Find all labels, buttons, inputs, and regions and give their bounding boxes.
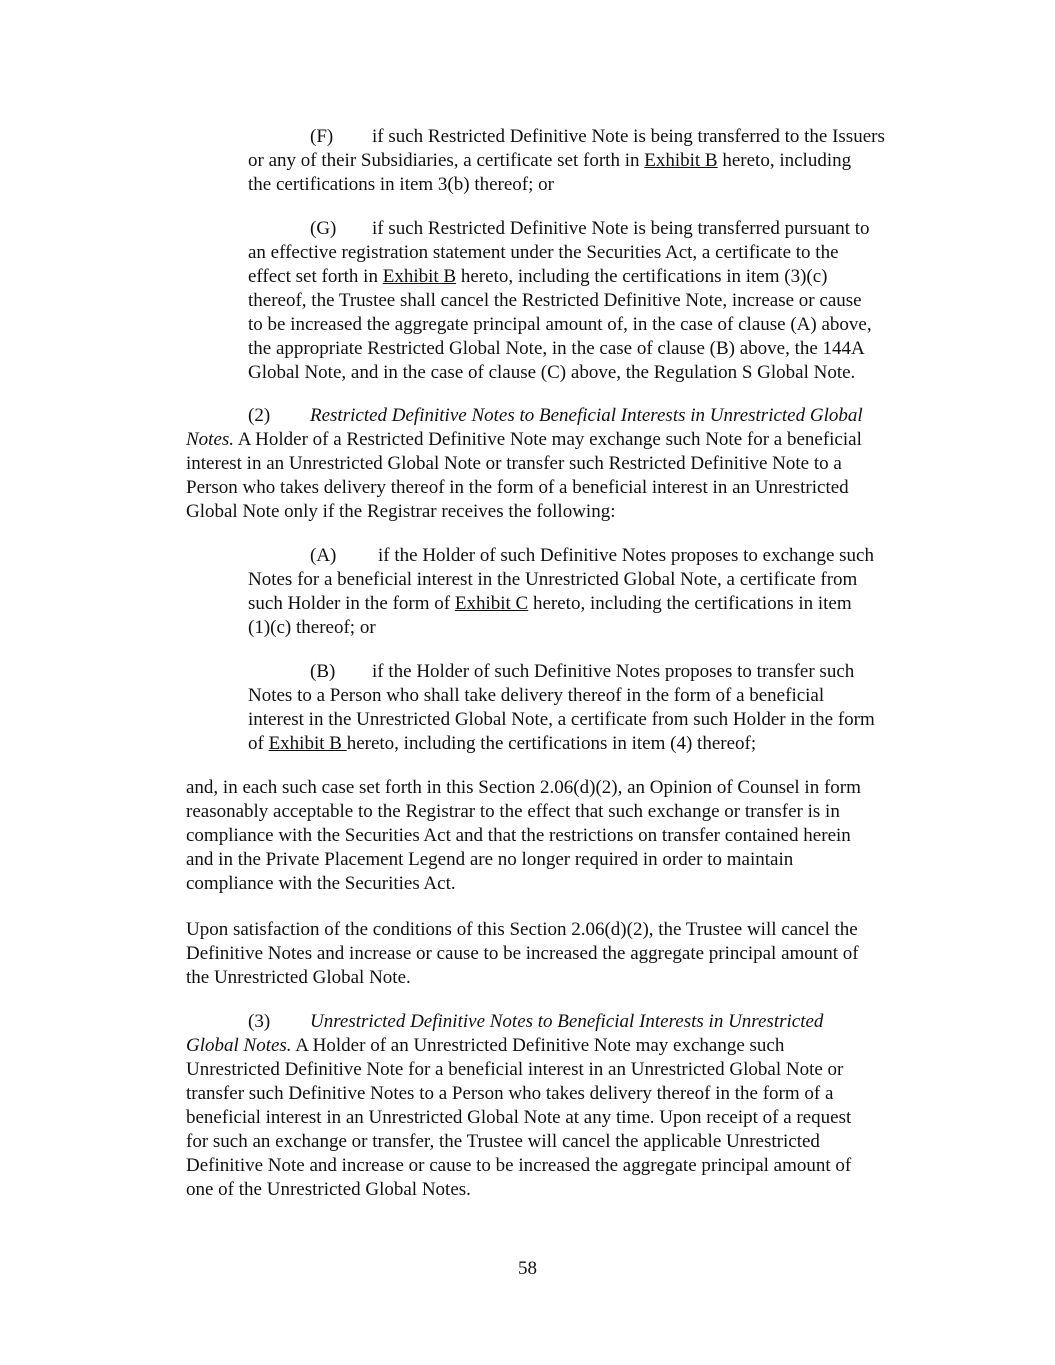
clause-b: (B) if the Holder of such Definitive Notes proposes to transfer such Notes to a Person who shall take delivery thereof in the form of a beneficial interest in the Unrestricted Global Note, a certificate from such Holder in the form of Exhibit B hereto, including the certifications in item (4) thereof; [248,661,875,754]
paragraph-3: (3) Unrestricted Definitive Notes to Beneficial Interests in Unrestricted Global Notes. A Holder of an Unrestricted Definitive Note may exchange such Unrestricted Definitive Note for a beneficial interest in an Unrestricted Global Note or transfer such Definitive Notes to a Person who takes delivery thereof in the form of a beneficial interest in an Unrestricted Global Note at any time. Upon receipt of a request for such an exchange or transfer, the Trustee will cancel the applicable Unrestricted Definitive Note and increase or cause to be increased the aggregate principal amount of one of the Unrestricted Global Notes. [186,1011,852,1200]
page-number: 58 [518,1258,537,1279]
clause-a: (A) if the Holder of such Definitive Notes proposes to exchange such Notes for a beneficial interest in the Unrestricted Global Note, a certificate from such Holder in the form of Exhibit C hereto, including the certifications in item (1)(c) thereof; or [248,545,874,638]
clause-g: (G) if such Restricted Definitive Note is being transferred pursuant to an effective registration statement under the Securities Act, a certificate to the effect set forth in Exhibit B hereto, including the certifications in item (3)(c) thereof, the Trustee shall cancel the Restricted Definitive Note, increase or cause to be increased the aggregate principal amount of, in the case of clause (A) above, the appropriate Restricted Global Note, in the case of clause (B) above, the 144A Global Note, and in the case of clause (C) above, the Regulation S Global Note. [248,218,872,383]
exhibit-b-reference: Exhibit B [268,733,347,754]
paragraph-3-heading: Unrestricted Definitive Notes to Beneficial Interests in Unrestricted [310,1011,824,1032]
paragraph-upon-satisfaction: Upon satisfaction of the conditions of this Section 2.06(d)(2), the Trustee will cancel the Definitive Notes and increase or cause to be increased the aggregate principal amount of the Unrestricted Global Note. [186,919,859,988]
paragraph-2-label: (2) [248,405,271,426]
paragraph-3-label: (3) [248,1011,271,1032]
exhibit-b-reference: Exhibit B [382,266,457,287]
clause-g-label: (G) [310,218,337,239]
clause-f: (F) if such Restricted Definitive Note is being transferred to the Issuers or any of their Subsidiaries, a certificate set forth in Exhibit B hereto, including the certifications in item 3(b) thereof; or [248,126,885,195]
paragraph-2: (2) Restricted Definitive Notes to Beneficial Interests in Unrestricted Global Notes. A Holder of a Restricted Definitive Note may exchange such Note for a beneficial interest in an Unrestricted Global Note or transfer such Restricted Definitive Note to a Person who takes delivery thereof in the form of a beneficial interest in an Unrestricted Global Note only if the Registrar receives the following: [186,405,863,522]
exhibit-b-reference: Exhibit B [644,150,718,171]
paragraph-opinion-of-counsel: and, in each such case set forth in this Section 2.06(d)(2), an Opinion of Counsel in form reasonably acceptable to the Registrar to the effect that such exchange or transfer is in compliance with the Securities Act and that the restrictions on transfer contained herein and in the Private Placement Legend are no longer required in order to maintain compliance with the Securities Act. [186,777,861,894]
clause-f-label: (F) [310,126,334,147]
clause-a-label: (A) [310,545,337,566]
exhibit-c-reference: Exhibit C [454,593,529,614]
clause-b-label: (B) [310,661,336,682]
paragraph-2-heading: Restricted Definitive Notes to Beneficial Interests in Unrestricted Global [310,405,863,426]
